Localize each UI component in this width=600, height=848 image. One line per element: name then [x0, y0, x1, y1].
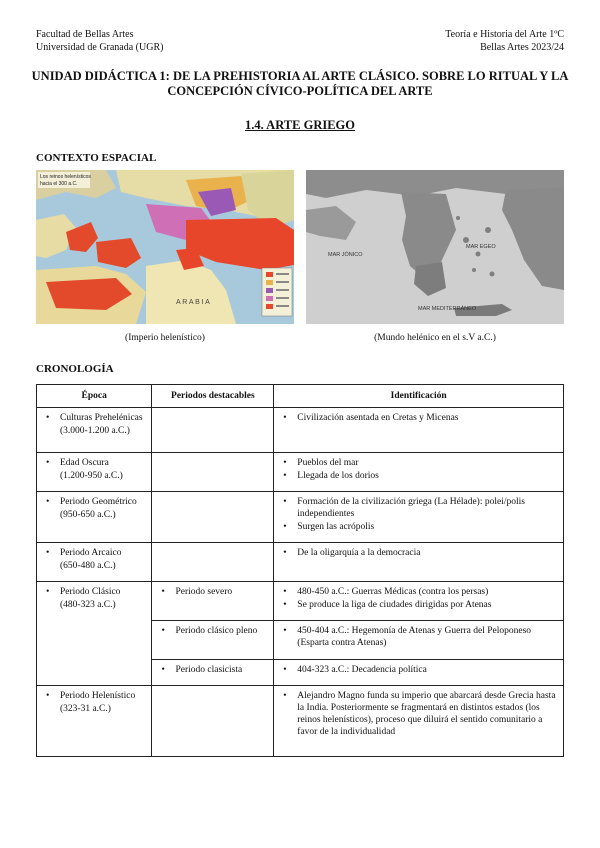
period-cell	[152, 686, 274, 757]
period-cell	[152, 582, 274, 621]
period-cell	[152, 621, 274, 660]
left-map-label-2: hacia el 300 a.C.	[40, 181, 78, 187]
section-subtitle: 1.4. ARTE GRIEGO	[245, 118, 355, 132]
table-row	[37, 453, 564, 492]
identification-cell	[274, 660, 564, 686]
period-name: • Periodo severo	[157, 586, 268, 598]
chronology-table	[36, 384, 564, 757]
epoch-name: • Culturas Prehelénicas	[42, 412, 146, 424]
hellenistic-empire-map	[36, 170, 294, 324]
identification-cell	[274, 621, 564, 660]
epoch-dates: (650-480 a.C.)	[60, 561, 116, 571]
epoch-dates: (3.000-1.200 a.C.)	[60, 426, 130, 436]
unit-title-line-2: CONCEPCIÓN CÍVICO-POLÍTICA DEL ARTE	[167, 84, 433, 98]
epoch-cell	[37, 582, 152, 686]
epoch-cell	[37, 686, 152, 757]
right-map-label-mediterranean: MAR MEDITERRÁNEO	[418, 306, 477, 312]
epoch-dates: (1.200-950 a.C.)	[60, 471, 123, 481]
period-name: • Periodo clasicista	[157, 664, 268, 676]
right-map-caption: (Mundo helénico en el s.V a.C.)	[374, 333, 496, 343]
identification-cell	[274, 408, 564, 453]
table-row	[37, 492, 564, 543]
left-map-label-arabia: A R A B I A	[176, 299, 210, 306]
header-epoch: Época	[37, 385, 152, 408]
epoch-dates: (480-323 a.C.)	[60, 600, 116, 610]
table-row	[37, 408, 564, 453]
identification-cell	[274, 453, 564, 492]
epoch-cell	[37, 492, 152, 543]
epoch-name: • Periodo Clásico	[42, 586, 146, 598]
table-row	[37, 686, 564, 757]
identification-item: • Llegada de los dorios	[279, 470, 558, 482]
epoch-name: • Periodo Geométrico	[42, 496, 146, 508]
university-name: Universidad de Granada (UGR)	[36, 42, 164, 53]
header-left	[36, 28, 163, 54]
epoch-name: • Edad Oscura	[42, 457, 146, 469]
epoch-dates: (323-31 a.C.)	[60, 704, 111, 714]
identification-item: • 480-450 a.C.: Guerras Médicas (contra los persas)	[279, 586, 558, 598]
identification-cell	[274, 686, 564, 757]
epoch-dates: (950-650 a.C.)	[60, 510, 116, 520]
identification-item: • Se produce la liga de ciudades dirigidas por Atenas	[279, 599, 558, 611]
identification-item: • De la oligarquía a la democracia	[279, 547, 558, 559]
table-header-row	[37, 385, 564, 408]
identification-cell	[274, 492, 564, 543]
identification-item: • Alejandro Magno funda su imperio que abarcará desde Grecia hasta la India. Posteriormente se fragmentará en distintos estados (los reinos helenísticos), proceso que diluirá el sentido comunitario a favor de la individualidad	[279, 690, 558, 738]
period-cell	[152, 660, 274, 686]
unit-title-line-1: UNIDAD DIDÁCTICA 1: DE LA PREHISTORIA AL ARTE CLÁSICO. SOBRE LO RITUAL Y LA	[31, 69, 569, 83]
period-cell	[152, 492, 274, 543]
epoch-name: • Periodo Helenístico	[42, 690, 146, 702]
epoch-cell	[37, 453, 152, 492]
header-identification: Identificación	[274, 385, 564, 408]
left-map-label-1: Los reinos helenísticos	[40, 174, 91, 180]
epoch-cell	[37, 408, 152, 453]
context-heading: CONTEXTO ESPACIAL	[36, 152, 157, 164]
identification-item: • 404-323 a.C.: Decadencia política	[279, 664, 558, 676]
table-row	[37, 582, 564, 621]
identification-item: • Surgen las acrópolis	[279, 521, 558, 533]
table-row	[37, 543, 564, 582]
faculty-name: Facultad de Bellas Artes	[36, 29, 134, 40]
unit-title	[30, 69, 570, 99]
right-map-label-ionian: MAR JÓNICO	[328, 252, 363, 258]
period-cell	[152, 453, 274, 492]
identification-item: • Formación de la civilización griega (La Hélade): polei/polis independientes	[279, 496, 558, 520]
identification-cell	[274, 543, 564, 582]
period-cell	[152, 543, 274, 582]
identification-item: • Pueblos del mar	[279, 457, 558, 469]
epoch-name: • Periodo Arcaico	[42, 547, 146, 559]
header-periods: Periodos destacables	[152, 385, 274, 408]
course-name: Teoría e Historia del Arte 1ºC	[445, 29, 564, 40]
hellenic-world-map	[306, 170, 564, 324]
period-cell	[152, 408, 274, 453]
identification-item: • Civilización asentada en Cretas y Micenas	[279, 412, 558, 424]
chronology-heading: CRONOLOGÍA	[36, 363, 114, 375]
header-right	[445, 28, 564, 54]
epoch-cell	[37, 543, 152, 582]
period-name: • Periodo clásico pleno	[157, 625, 268, 637]
identification-cell	[274, 582, 564, 621]
identification-item: • 450-404 a.C.: Hegemonía de Atenas y Guerra del Peloponeso (Esparta contra Atenas)	[279, 625, 558, 649]
right-map-label-aegean: MAR EGEO	[466, 244, 496, 250]
left-map-caption: (Imperio helenístico)	[125, 333, 205, 343]
course-year: Bellas Artes 2023/24	[480, 42, 564, 53]
